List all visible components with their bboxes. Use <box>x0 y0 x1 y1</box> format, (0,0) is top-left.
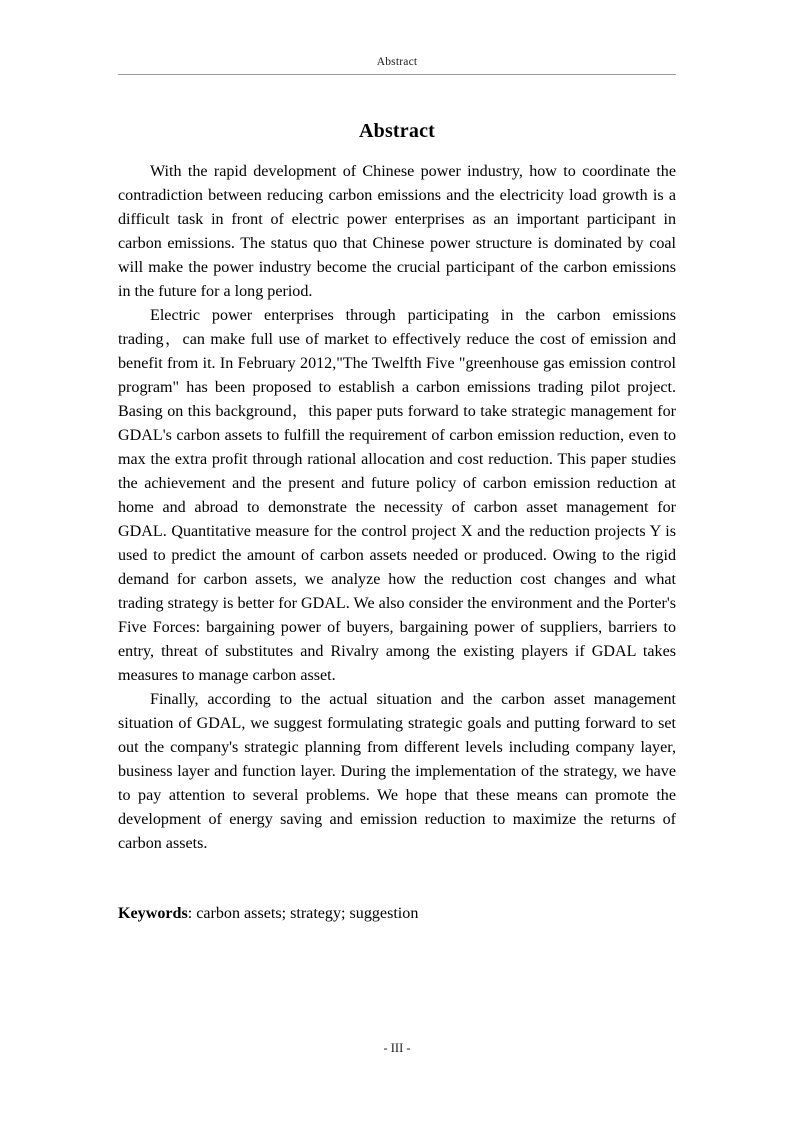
page-header <box>118 55 676 75</box>
page-title: Abstract <box>358 120 436 142</box>
keywords-values: : carbon assets; strategy; suggestion <box>187 905 419 922</box>
page-number: - III - <box>383 1041 411 1055</box>
page-footer <box>118 1040 676 1056</box>
document-body <box>118 118 676 926</box>
abstract-paragraph-2: Electric power enterprises through participating in the carbon emissions trading，can make full use of market to effectively reduce the cost of emission and benefit from it. In February 2012,"The Twelfth Five "greenhouse gas emission control program" has been proposed to establish a carbon emissions trading pilot project. Basing on this background，this paper puts forward to take strategic management for GDAL's carbon assets to fulfill the requirement of carbon emission reduction, even to max the extra profit through rational allocation and cost reduction. This paper studies the achievement and the present and future policy of carbon emission reduction at home and abroad to demonstrate the necessity of carbon asset management for GDAL. Quantitative measure for the control project X and the reduction projects Y is used to predict the amount of carbon assets needed or produced. Owing to the rigid demand for carbon assets, we analyze how the reduction cost changes and what trading strategy is better for GDAL. We also consider the environment and the Porter's Five Forces: bargaining power of buyers, bargaining power of suppliers, barriers to entry, threat of substitutes and Rivalry among the existing players if GDAL takes measures to manage carbon asset. <box>118 307 676 684</box>
keywords-label: Keywords <box>118 905 188 922</box>
keywords-line <box>118 856 676 926</box>
abstract-paragraph-1: With the rapid development of Chinese power industry, how to coordinate the contradiction between reducing carbon emissions and the electricity load growth is a difficult task in front of electric power enterprises as an important participant in carbon emissions. The status quo that Chinese power structure is dominated by coal will make the power industry become the crucial participant of the carbon emissions in the future for a long period. <box>118 163 676 300</box>
header-divider <box>118 74 676 75</box>
abstract-paragraph-3: Finally, according to the actual situation and the carbon asset management situation of GDAL, we suggest formulating strategic goals and putting forward to set out the company's strategic planning from different levels including company layer, business layer and function layer. During the implementation of the strategy, we have to pay attention to several problems. We hope that these means can promote the development of energy saving and emission reduction to maximize the returns of carbon assets. <box>118 691 676 852</box>
running-header-title: Abstract <box>376 56 418 68</box>
